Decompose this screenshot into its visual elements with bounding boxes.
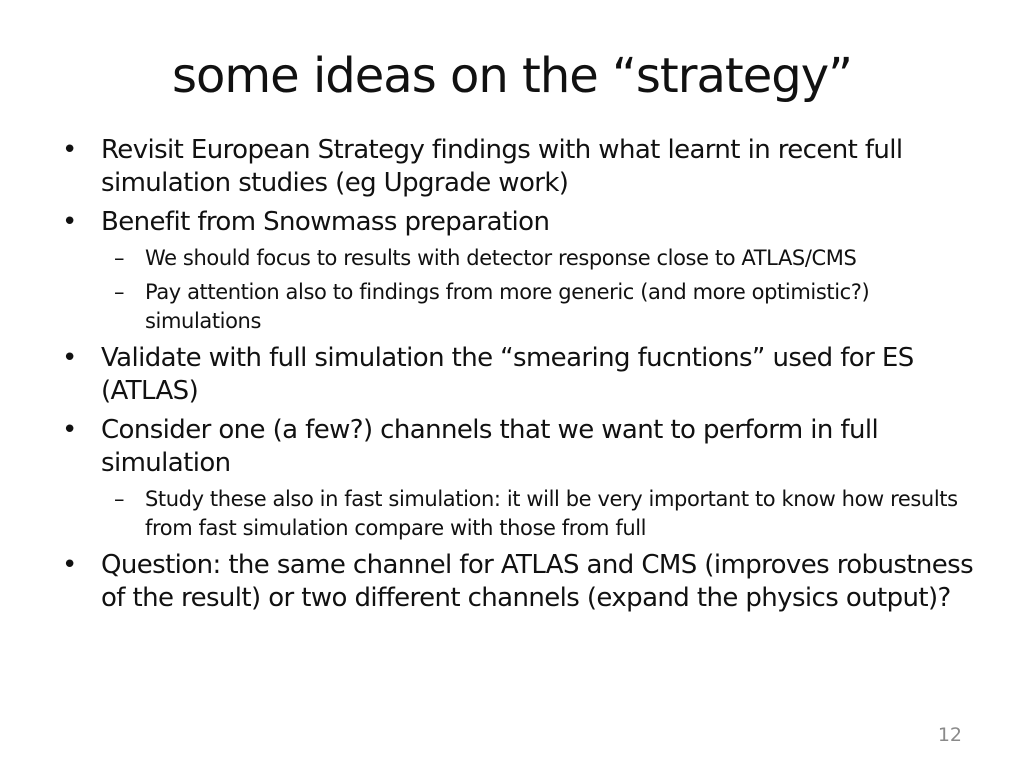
bullet-dash-icon: –: [114, 280, 125, 304]
sub-bullet-text: Pay attention also to findings from more generic (and more optimistic?) simulations: [145, 280, 870, 333]
sub-bullet-text: Study these also in fast simulation: it will be very important to know how results from fast simulation compare with those from full: [145, 487, 958, 540]
bullet-item: [56, 342, 976, 408]
bullet-dot-icon: •: [62, 343, 77, 373]
bullet-item: [56, 134, 976, 200]
bullet-text: Revisit European Strategy findings with what learnt in recent full simulation studies (eg Upgrade work): [101, 135, 903, 198]
bullet-dot-icon: •: [62, 550, 77, 580]
bullet-item: [56, 206, 976, 239]
bullet-item: [56, 549, 976, 615]
bullet-text: Question: the same channel for ATLAS and CMS (improves robustness of the result) or two different channels (expand the physics output)?: [101, 550, 974, 613]
bullet-dash-icon: –: [114, 246, 125, 270]
bullet-dot-icon: •: [62, 135, 77, 165]
page-number: 12: [937, 724, 962, 746]
bullet-item: [56, 414, 976, 480]
sub-bullet-item: [56, 244, 976, 273]
sub-bullet-text: We should focus to results with detector response close to ATLAS/CMS: [145, 246, 857, 270]
bullet-text: Consider one (a few?) channels that we want to perform in full simulation: [101, 415, 879, 478]
bullet-dot-icon: •: [62, 415, 77, 445]
sub-bullet-item: [56, 485, 976, 543]
bullet-dash-icon: –: [114, 487, 125, 511]
sub-bullet-item: [56, 278, 976, 336]
bullet-text: Validate with full simulation the “smearing fucntions” used for ES (ATLAS): [101, 343, 914, 406]
slide-title: some ideas on the “strategy”: [172, 48, 852, 104]
bullet-dot-icon: •: [62, 207, 77, 237]
slide-content: [56, 128, 976, 738]
bullet-text: Benefit from Snowmass preparation: [101, 207, 550, 237]
